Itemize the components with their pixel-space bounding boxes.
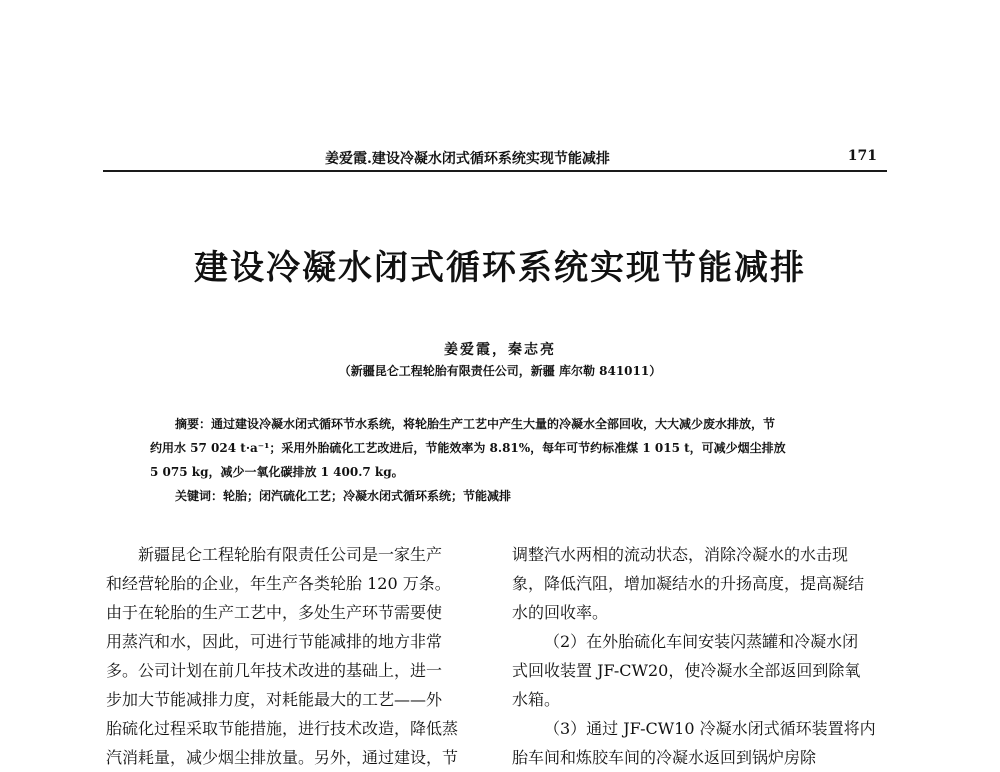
body-line: （2）在外胎硫化车间安装闪蒸罐和冷凝水闭	[544, 632, 859, 651]
body-line: 由于在轮胎的生产工艺中，多处生产环节需要使	[106, 603, 443, 622]
keywords-line: 关键词：轮胎；闭汽硫化工艺；冷凝水闭式循环系统；节能减排	[175, 489, 512, 503]
body-line: 汽消耗量，减少烟尘排放量。另外，通过建设，节	[106, 748, 459, 767]
body-right-column	[512, 540, 894, 772]
body-line: （3）通过 JF-CW10 冷凝水闭式循环装置将内	[544, 719, 876, 738]
article-title: 建设冷凝水闭式循环系统实现节能减排	[194, 248, 806, 288]
body-line: 胎硫化过程采取节能措施，进行技术改造，降低蒸	[106, 719, 459, 738]
body-line: 用蒸汽和水，因此，可进行节能减排的地方非常	[106, 632, 443, 651]
abstract-line: 约用水 57 024 t·a⁻¹；采用外胎硫化工艺改进后，节能效率为 8.81%，每年可节约标准煤 1 015 t，可减少烟尘排放	[150, 441, 786, 455]
running-header	[103, 138, 887, 172]
body-left-column	[106, 540, 488, 772]
body-line: 调整汽水两相的流动状态，消除冷凝水的水击现	[512, 545, 849, 564]
page-number: 171	[847, 148, 877, 164]
body-line: 水箱。	[512, 690, 561, 709]
abstract-line: 摘要：通过建设冷凝水闭式循环节水系统，将轮胎生产工艺中产生大量的冷凝水全部回收，大大减少废水排放，节	[175, 417, 776, 431]
authors: 姜爱霞，秦志亮	[444, 342, 556, 358]
abstract-line: 5 075 kg，减少一氧化碳排放 1 400.7 kg。	[150, 465, 404, 479]
body-line: 新疆昆仑工程轮胎有限责任公司是一家生产	[138, 545, 443, 564]
body-line: 和经营轮胎的企业，年生产各类轮胎 120 万条。	[106, 574, 451, 593]
header-rule	[103, 170, 887, 172]
body-line: 象，降低汽阻，增加凝结水的升扬高度，提高凝结	[512, 574, 865, 593]
abstract	[150, 412, 840, 508]
affiliation: （新疆昆仑工程轮胎有限责任公司，新疆 库尔勒 841011）	[338, 364, 662, 378]
body-line: 式回收装置 JF-CW20，使冷凝水全部返回到除氧	[512, 661, 861, 680]
running-head: 姜爱霞.建设冷凝水闭式循环系统实现节能减排	[325, 151, 610, 167]
body-line: 多。公司计划在前几年技术改进的基础上，进一	[106, 661, 443, 680]
body-line: 胎车间和炼胶车间的冷凝水返回到锅炉房除	[512, 748, 817, 767]
body-line: 水的回收率。	[512, 603, 609, 622]
body-line: 步加大节能减排力度，对耗能最大的工艺——外	[106, 690, 443, 709]
